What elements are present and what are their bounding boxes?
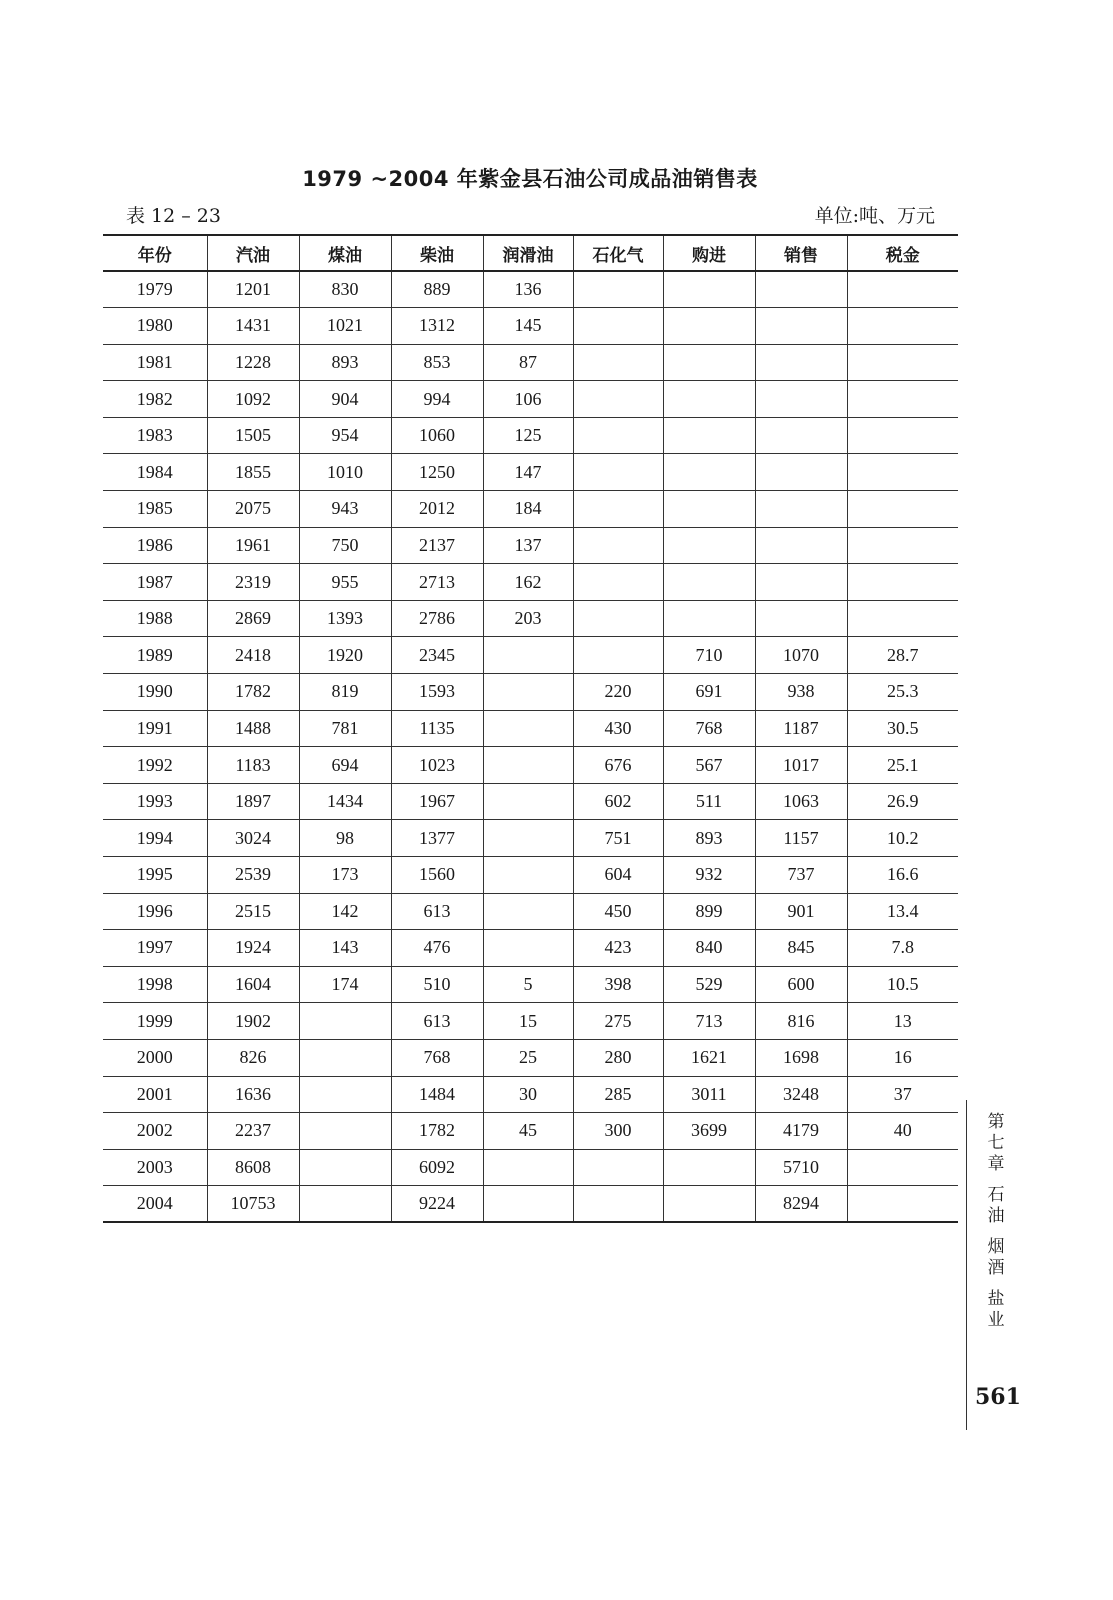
table-cell: 106 bbox=[483, 381, 573, 418]
table-cell: 1983 bbox=[103, 417, 207, 454]
table-row bbox=[103, 271, 958, 308]
table-cell: 143 bbox=[299, 930, 391, 967]
table-cell: 5710 bbox=[755, 1149, 847, 1186]
table-cell bbox=[483, 710, 573, 747]
table-cell: 768 bbox=[663, 710, 755, 747]
table-cell: 1902 bbox=[207, 1003, 299, 1040]
table-cell: 25 bbox=[483, 1039, 573, 1076]
sidebar-char: 油 bbox=[987, 1206, 1005, 1226]
table-cell: 1981 bbox=[103, 344, 207, 381]
table-row bbox=[103, 966, 958, 1003]
table-cell: 1979 bbox=[103, 271, 207, 308]
table-cell: 1377 bbox=[391, 820, 483, 857]
table-cell: 893 bbox=[663, 820, 755, 857]
table-row bbox=[103, 710, 958, 747]
table-cell: 901 bbox=[755, 893, 847, 930]
table-cell: 1070 bbox=[755, 637, 847, 674]
table-cell bbox=[755, 454, 847, 491]
table-row bbox=[103, 600, 958, 637]
table-cell: 2786 bbox=[391, 600, 483, 637]
table-cell: 3011 bbox=[663, 1076, 755, 1113]
table-cell bbox=[573, 527, 663, 564]
table-cell bbox=[483, 674, 573, 711]
table-cell bbox=[483, 1186, 573, 1223]
table-cell bbox=[483, 637, 573, 674]
table-row bbox=[103, 1039, 958, 1076]
table-cell bbox=[299, 1149, 391, 1186]
table-cell: 893 bbox=[299, 344, 391, 381]
table-row bbox=[103, 637, 958, 674]
table-cell: 1985 bbox=[103, 491, 207, 528]
header-lubricant: 润滑油 bbox=[483, 235, 573, 271]
table-cell bbox=[663, 454, 755, 491]
table-cell: 1996 bbox=[103, 893, 207, 930]
table-cell: 1023 bbox=[391, 747, 483, 784]
table-cell: 4179 bbox=[755, 1113, 847, 1150]
table-cell bbox=[663, 417, 755, 454]
table-row bbox=[103, 930, 958, 967]
table-cell bbox=[483, 930, 573, 967]
table-cell: 737 bbox=[755, 857, 847, 894]
table-cell: 943 bbox=[299, 491, 391, 528]
table-cell bbox=[847, 271, 958, 308]
table-cell: 1312 bbox=[391, 308, 483, 345]
table-cell: 600 bbox=[755, 966, 847, 1003]
table-cell: 3248 bbox=[755, 1076, 847, 1113]
table-row bbox=[103, 820, 958, 857]
table-cell: 1560 bbox=[391, 857, 483, 894]
table-cell: 1920 bbox=[299, 637, 391, 674]
table-header-row bbox=[103, 235, 958, 271]
table-cell: 26.9 bbox=[847, 783, 958, 820]
table-cell: 845 bbox=[755, 930, 847, 967]
table-cell bbox=[663, 271, 755, 308]
table-cell: 694 bbox=[299, 747, 391, 784]
table-cell: 1992 bbox=[103, 747, 207, 784]
table-cell: 904 bbox=[299, 381, 391, 418]
table-cell: 28.7 bbox=[847, 637, 958, 674]
table-cell bbox=[483, 783, 573, 820]
table-cell bbox=[663, 344, 755, 381]
table-cell bbox=[573, 1186, 663, 1223]
table-cell: 676 bbox=[573, 747, 663, 784]
table-cell bbox=[847, 564, 958, 601]
table-cell: 830 bbox=[299, 271, 391, 308]
table-cell: 2319 bbox=[207, 564, 299, 601]
table-cell: 710 bbox=[663, 637, 755, 674]
table-row bbox=[103, 454, 958, 491]
table-cell: 1994 bbox=[103, 820, 207, 857]
table-cell: 1187 bbox=[755, 710, 847, 747]
table-cell: 450 bbox=[573, 893, 663, 930]
table-cell: 174 bbox=[299, 966, 391, 1003]
table-row bbox=[103, 564, 958, 601]
table-cell: 750 bbox=[299, 527, 391, 564]
table-cell: 1993 bbox=[103, 783, 207, 820]
table-cell: 1989 bbox=[103, 637, 207, 674]
table-row bbox=[103, 491, 958, 528]
table-cell: 1984 bbox=[103, 454, 207, 491]
table-cell bbox=[299, 1076, 391, 1113]
table-cell: 1782 bbox=[207, 674, 299, 711]
table-cell bbox=[847, 344, 958, 381]
table-cell: 2003 bbox=[103, 1149, 207, 1186]
table-cell bbox=[299, 1113, 391, 1150]
table-cell bbox=[847, 600, 958, 637]
table-cell: 1961 bbox=[207, 527, 299, 564]
table-row bbox=[103, 1076, 958, 1113]
table-cell: 899 bbox=[663, 893, 755, 930]
table-cell bbox=[483, 857, 573, 894]
table-cell: 1980 bbox=[103, 308, 207, 345]
table-cell: 220 bbox=[573, 674, 663, 711]
table-cell bbox=[847, 1186, 958, 1223]
table-cell: 751 bbox=[573, 820, 663, 857]
table-cell bbox=[755, 344, 847, 381]
table-row bbox=[103, 308, 958, 345]
table-cell: 13 bbox=[847, 1003, 958, 1040]
table-cell: 1393 bbox=[299, 600, 391, 637]
sidebar-char: 烟 bbox=[987, 1237, 1005, 1257]
table-cell: 955 bbox=[299, 564, 391, 601]
table-cell bbox=[299, 1039, 391, 1076]
table-cell: 1183 bbox=[207, 747, 299, 784]
table-cell bbox=[847, 417, 958, 454]
table-cell: 285 bbox=[573, 1076, 663, 1113]
page-number: 561 bbox=[975, 1384, 1021, 1410]
table-cell: 30.5 bbox=[847, 710, 958, 747]
table-cell: 2713 bbox=[391, 564, 483, 601]
table-cell bbox=[847, 308, 958, 345]
table-cell: 2345 bbox=[391, 637, 483, 674]
table-row bbox=[103, 1113, 958, 1150]
table-cell: 3699 bbox=[663, 1113, 755, 1150]
table-cell bbox=[299, 1003, 391, 1040]
table-cell: 1201 bbox=[207, 271, 299, 308]
table-cell bbox=[663, 381, 755, 418]
table-row bbox=[103, 783, 958, 820]
table-cell: 1488 bbox=[207, 710, 299, 747]
table-cell: 2075 bbox=[207, 491, 299, 528]
header-diesel: 柴油 bbox=[391, 235, 483, 271]
table-row bbox=[103, 527, 958, 564]
table-cell bbox=[483, 893, 573, 930]
table-row bbox=[103, 674, 958, 711]
table-cell: 1250 bbox=[391, 454, 483, 491]
table-row bbox=[103, 417, 958, 454]
table-cell: 819 bbox=[299, 674, 391, 711]
table-cell bbox=[483, 1149, 573, 1186]
chapter-sidebar bbox=[982, 1112, 1010, 1331]
table-cell: 476 bbox=[391, 930, 483, 967]
table-cell: 10.5 bbox=[847, 966, 958, 1003]
table-cell bbox=[755, 491, 847, 528]
table-cell: 2515 bbox=[207, 893, 299, 930]
table-cell: 203 bbox=[483, 600, 573, 637]
table-cell bbox=[663, 1149, 755, 1186]
sidebar-gap bbox=[982, 1175, 1010, 1185]
table-cell: 1021 bbox=[299, 308, 391, 345]
table-cell: 40 bbox=[847, 1113, 958, 1150]
table-cell bbox=[663, 600, 755, 637]
table-cell: 37 bbox=[847, 1076, 958, 1113]
table-cell: 275 bbox=[573, 1003, 663, 1040]
table-cell: 1593 bbox=[391, 674, 483, 711]
table-cell: 2237 bbox=[207, 1113, 299, 1150]
table-cell: 1990 bbox=[103, 674, 207, 711]
table-cell: 300 bbox=[573, 1113, 663, 1150]
table-cell bbox=[483, 747, 573, 784]
table-cell: 2137 bbox=[391, 527, 483, 564]
table-cell bbox=[573, 454, 663, 491]
table-cell bbox=[755, 271, 847, 308]
table-cell bbox=[755, 417, 847, 454]
table-cell: 25.3 bbox=[847, 674, 958, 711]
table-cell: 1997 bbox=[103, 930, 207, 967]
table-cell: 994 bbox=[391, 381, 483, 418]
table-cell bbox=[573, 308, 663, 345]
table-cell bbox=[663, 1186, 755, 1223]
table-cell: 1998 bbox=[103, 966, 207, 1003]
header-lpg: 石化气 bbox=[573, 235, 663, 271]
header-tax: 税金 bbox=[847, 235, 958, 271]
table-cell: 16 bbox=[847, 1039, 958, 1076]
table-cell: 1157 bbox=[755, 820, 847, 857]
table-cell: 1698 bbox=[755, 1039, 847, 1076]
table-cell: 142 bbox=[299, 893, 391, 930]
sidebar-char: 章 bbox=[987, 1154, 1005, 1174]
table-cell: 1060 bbox=[391, 417, 483, 454]
table-cell bbox=[573, 381, 663, 418]
table-cell bbox=[573, 344, 663, 381]
table-cell: 13.4 bbox=[847, 893, 958, 930]
table-cell: 1017 bbox=[755, 747, 847, 784]
table-cell: 30 bbox=[483, 1076, 573, 1113]
table-cell bbox=[483, 820, 573, 857]
table-cell: 511 bbox=[663, 783, 755, 820]
table-cell bbox=[663, 564, 755, 601]
header-gasoline: 汽油 bbox=[207, 235, 299, 271]
table-cell: 1986 bbox=[103, 527, 207, 564]
table-cell: 510 bbox=[391, 966, 483, 1003]
table-cell: 602 bbox=[573, 783, 663, 820]
table-cell bbox=[299, 1186, 391, 1223]
table-cell: 184 bbox=[483, 491, 573, 528]
table-cell: 1924 bbox=[207, 930, 299, 967]
table-cell: 430 bbox=[573, 710, 663, 747]
table-cell: 567 bbox=[663, 747, 755, 784]
table-cell: 10.2 bbox=[847, 820, 958, 857]
table-cell: 6092 bbox=[391, 1149, 483, 1186]
table-cell: 1995 bbox=[103, 857, 207, 894]
table-cell: 938 bbox=[755, 674, 847, 711]
table-cell: 136 bbox=[483, 271, 573, 308]
table-cell: 713 bbox=[663, 1003, 755, 1040]
table-cell: 3024 bbox=[207, 820, 299, 857]
table-cell: 1988 bbox=[103, 600, 207, 637]
sidebar-char: 盐 bbox=[987, 1289, 1005, 1309]
table-cell: 25.1 bbox=[847, 747, 958, 784]
table-cell bbox=[847, 454, 958, 491]
table-cell: 1063 bbox=[755, 783, 847, 820]
table-cell: 280 bbox=[573, 1039, 663, 1076]
table-cell: 2001 bbox=[103, 1076, 207, 1113]
table-cell: 691 bbox=[663, 674, 755, 711]
sidebar-char: 业 bbox=[987, 1310, 1005, 1330]
table-cell: 145 bbox=[483, 308, 573, 345]
table-cell: 87 bbox=[483, 344, 573, 381]
header-kerosene: 煤油 bbox=[299, 235, 391, 271]
table-cell bbox=[847, 1149, 958, 1186]
sidebar-char: 七 bbox=[987, 1133, 1005, 1153]
table-cell: 2418 bbox=[207, 637, 299, 674]
table-cell: 45 bbox=[483, 1113, 573, 1150]
table-cell bbox=[847, 527, 958, 564]
table-row bbox=[103, 747, 958, 784]
table-cell: 1484 bbox=[391, 1076, 483, 1113]
table-number: 表 12 – 23 bbox=[126, 205, 221, 227]
header-purchase: 购进 bbox=[663, 235, 755, 271]
table-cell: 826 bbox=[207, 1039, 299, 1076]
table-cell bbox=[573, 564, 663, 601]
table-cell: 1621 bbox=[663, 1039, 755, 1076]
sidebar-char: 第 bbox=[987, 1112, 1005, 1132]
table-cell: 1855 bbox=[207, 454, 299, 491]
table-cell: 162 bbox=[483, 564, 573, 601]
table-cell: 137 bbox=[483, 527, 573, 564]
sidebar-char: 石 bbox=[987, 1185, 1005, 1205]
table-cell: 1010 bbox=[299, 454, 391, 491]
table-cell: 1782 bbox=[391, 1113, 483, 1150]
table-cell: 98 bbox=[299, 820, 391, 857]
sidebar-char: 酒 bbox=[987, 1258, 1005, 1278]
table-cell: 16.6 bbox=[847, 857, 958, 894]
table-cell: 1967 bbox=[391, 783, 483, 820]
table-cell bbox=[755, 527, 847, 564]
table-cell: 147 bbox=[483, 454, 573, 491]
table-cell bbox=[573, 271, 663, 308]
table-cell: 840 bbox=[663, 930, 755, 967]
sales-table-container bbox=[103, 234, 958, 1223]
table-cell: 9224 bbox=[391, 1186, 483, 1223]
table-cell bbox=[663, 491, 755, 528]
table-cell: 529 bbox=[663, 966, 755, 1003]
table-cell: 816 bbox=[755, 1003, 847, 1040]
table-cell: 1505 bbox=[207, 417, 299, 454]
table-cell bbox=[573, 637, 663, 674]
table-cell bbox=[573, 1149, 663, 1186]
table-cell: 8608 bbox=[207, 1149, 299, 1186]
table-row bbox=[103, 1186, 958, 1223]
table-cell: 2539 bbox=[207, 857, 299, 894]
table-cell: 853 bbox=[391, 344, 483, 381]
table-cell: 2004 bbox=[103, 1186, 207, 1223]
table-cell: 398 bbox=[573, 966, 663, 1003]
table-row bbox=[103, 893, 958, 930]
table-cell bbox=[847, 491, 958, 528]
table-cell bbox=[573, 417, 663, 454]
table-cell: 889 bbox=[391, 271, 483, 308]
table-cell: 954 bbox=[299, 417, 391, 454]
header-year: 年份 bbox=[103, 235, 207, 271]
table-cell: 173 bbox=[299, 857, 391, 894]
table-cell: 7.8 bbox=[847, 930, 958, 967]
table-cell: 125 bbox=[483, 417, 573, 454]
table-cell bbox=[573, 491, 663, 528]
table-cell: 1228 bbox=[207, 344, 299, 381]
sales-table bbox=[103, 234, 958, 1223]
table-cell: 1987 bbox=[103, 564, 207, 601]
table-row bbox=[103, 344, 958, 381]
table-cell: 1604 bbox=[207, 966, 299, 1003]
table-cell: 5 bbox=[483, 966, 573, 1003]
table-row bbox=[103, 1003, 958, 1040]
table-cell: 2012 bbox=[391, 491, 483, 528]
sidebar-gap bbox=[982, 1279, 1010, 1289]
table-cell: 781 bbox=[299, 710, 391, 747]
table-cell: 1897 bbox=[207, 783, 299, 820]
table-row bbox=[103, 381, 958, 418]
table-cell: 1991 bbox=[103, 710, 207, 747]
table-cell: 1999 bbox=[103, 1003, 207, 1040]
table-cell: 2869 bbox=[207, 600, 299, 637]
table-cell bbox=[755, 564, 847, 601]
table-cell bbox=[663, 308, 755, 345]
table-row bbox=[103, 857, 958, 894]
sidebar-gap bbox=[982, 1227, 1010, 1237]
table-cell: 15 bbox=[483, 1003, 573, 1040]
table-cell: 1135 bbox=[391, 710, 483, 747]
sidebar-rule bbox=[966, 1100, 967, 1430]
table-cell: 2000 bbox=[103, 1039, 207, 1076]
table-cell bbox=[755, 600, 847, 637]
table-cell bbox=[847, 381, 958, 418]
table-title: 1979 ~2004 年紫金县石油公司成品油销售表 bbox=[302, 167, 758, 191]
table-cell: 1092 bbox=[207, 381, 299, 418]
table-cell: 768 bbox=[391, 1039, 483, 1076]
header-sales: 销售 bbox=[755, 235, 847, 271]
table-cell: 2002 bbox=[103, 1113, 207, 1150]
table-row bbox=[103, 1149, 958, 1186]
table-cell bbox=[755, 308, 847, 345]
table-cell: 604 bbox=[573, 857, 663, 894]
table-cell bbox=[755, 381, 847, 418]
table-cell: 613 bbox=[391, 1003, 483, 1040]
table-cell: 1636 bbox=[207, 1076, 299, 1113]
table-cell bbox=[573, 600, 663, 637]
unit-label: 单位:吨、万元 bbox=[814, 205, 935, 227]
table-cell bbox=[663, 527, 755, 564]
table-cell: 932 bbox=[663, 857, 755, 894]
table-cell: 1982 bbox=[103, 381, 207, 418]
table-cell: 613 bbox=[391, 893, 483, 930]
table-cell: 1431 bbox=[207, 308, 299, 345]
table-cell: 1434 bbox=[299, 783, 391, 820]
table-cell: 10753 bbox=[207, 1186, 299, 1223]
table-body bbox=[103, 271, 958, 1222]
table-cell: 8294 bbox=[755, 1186, 847, 1223]
table-cell: 423 bbox=[573, 930, 663, 967]
